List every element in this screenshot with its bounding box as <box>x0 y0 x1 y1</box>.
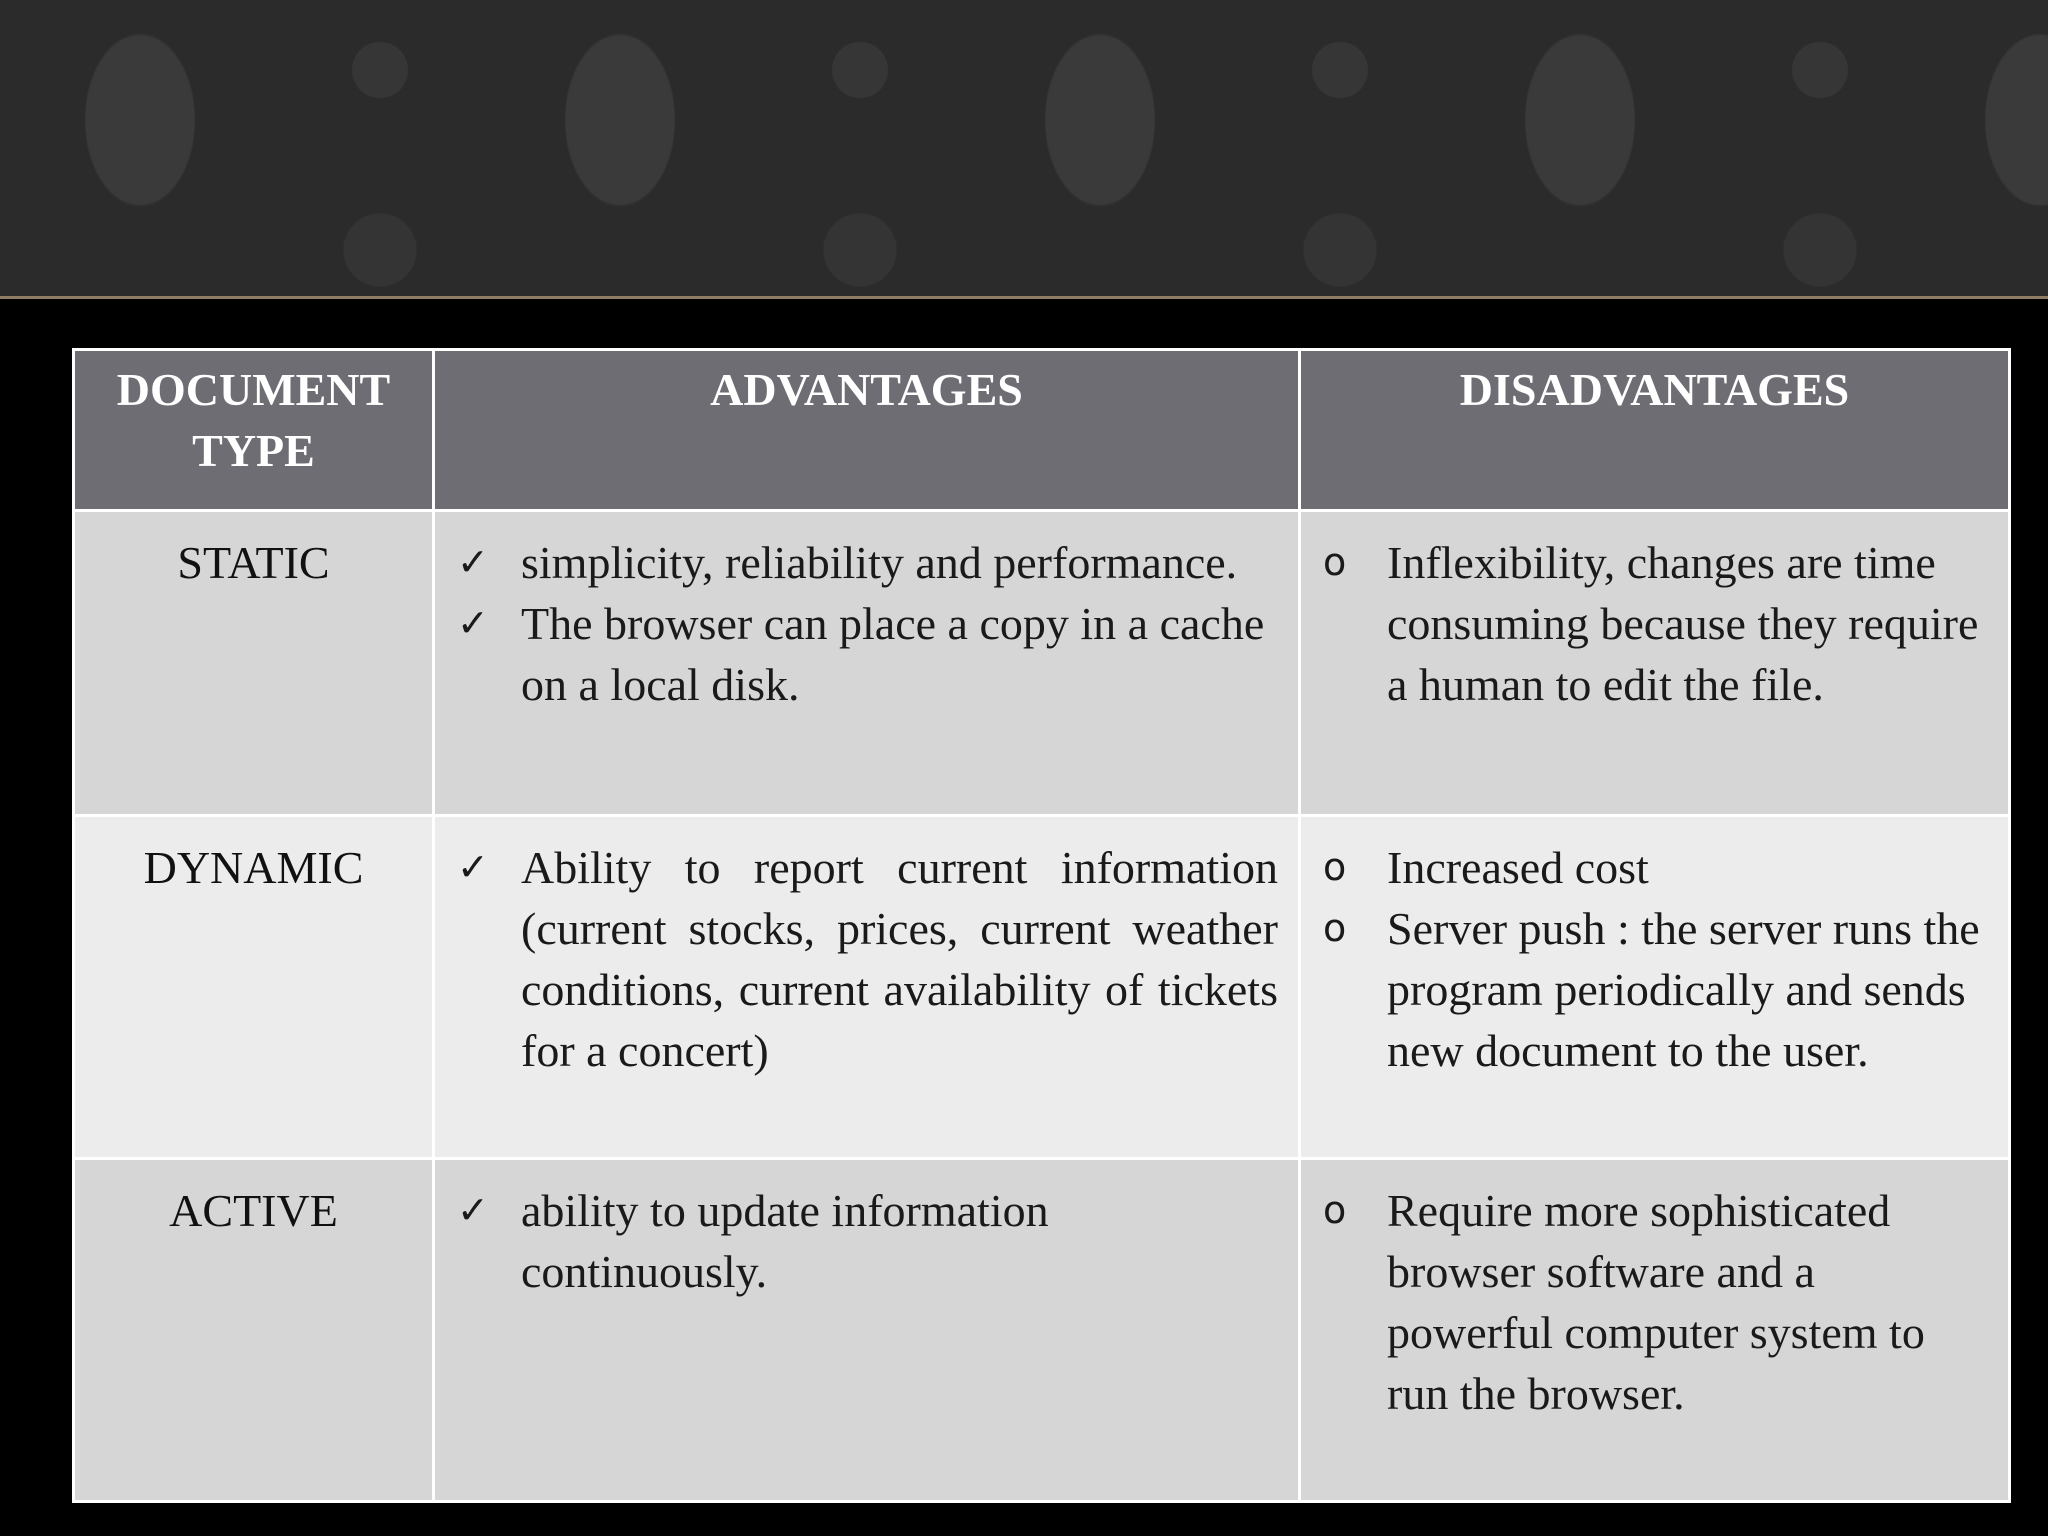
disadvantages-cell-active <box>1300 1159 2010 1502</box>
hollow-circle-bullet-icon: o <box>1323 906 1347 950</box>
row-type-dynamic: DYNAMIC <box>74 816 434 1159</box>
advantage-text: simplicity, reliability and performance. <box>521 537 1238 588</box>
advantages-cell-active <box>434 1159 1300 1502</box>
disadvantage-text: Require more sophisticated browser software and a powerful computer system to run the browser. <box>1387 1185 1925 1419</box>
advantage-text: Ability to report current information (current stocks, prices, current weather conditions, current availability of tickets for a concert) <box>521 842 1278 1076</box>
advantage-item <box>435 1180 1278 1302</box>
advantage-item <box>435 837 1278 1081</box>
advantage-text: ability to update information continuously. <box>521 1185 1049 1297</box>
disadvantage-text: Inflexibility, changes are time consuming because they require a human to edit the file. <box>1387 537 1979 710</box>
table-header-row <box>74 350 2010 511</box>
disadvantage-item <box>1301 1180 1988 1424</box>
checkmark-icon: ✓ <box>457 540 489 584</box>
checkmark-icon: ✓ <box>457 845 489 889</box>
header-disadvantages: DISADVANTAGES <box>1300 350 2010 511</box>
table-row-active <box>74 1159 2010 1502</box>
disadvantages-cell-static <box>1300 511 2010 816</box>
hollow-circle-bullet-icon: o <box>1323 845 1347 889</box>
advantages-cell-static <box>434 511 1300 816</box>
disadvantage-item <box>1301 532 1988 715</box>
hollow-circle-bullet-icon: o <box>1323 1188 1347 1232</box>
advantage-item <box>435 532 1278 593</box>
checkmark-icon: ✓ <box>457 601 489 645</box>
advantage-item <box>435 593 1278 715</box>
damask-header-banner <box>0 0 2048 296</box>
row-type-active: ACTIVE <box>74 1159 434 1502</box>
disadvantages-cell-dynamic <box>1300 816 2010 1159</box>
disadvantage-text: Increased cost <box>1387 842 1649 893</box>
advantage-text: The browser can place a copy in a cache on a local disk. <box>521 598 1265 710</box>
comparison-table <box>72 348 2011 1503</box>
row-type-static: STATIC <box>74 511 434 816</box>
header-divider <box>0 296 2048 299</box>
header-document-type: DOCUMENT TYPE <box>74 350 434 511</box>
disadvantage-item <box>1301 837 1988 898</box>
table-row-static <box>74 511 2010 816</box>
disadvantage-item <box>1301 898 1988 1081</box>
hollow-circle-bullet-icon: o <box>1323 540 1347 584</box>
header-advantages: ADVANTAGES <box>434 350 1300 511</box>
advantages-cell-dynamic <box>434 816 1300 1159</box>
checkmark-icon: ✓ <box>457 1188 489 1232</box>
table-row-dynamic <box>74 816 2010 1159</box>
disadvantage-text: Server push : the server runs the program periodically and sends new document to the user. <box>1387 903 1980 1076</box>
